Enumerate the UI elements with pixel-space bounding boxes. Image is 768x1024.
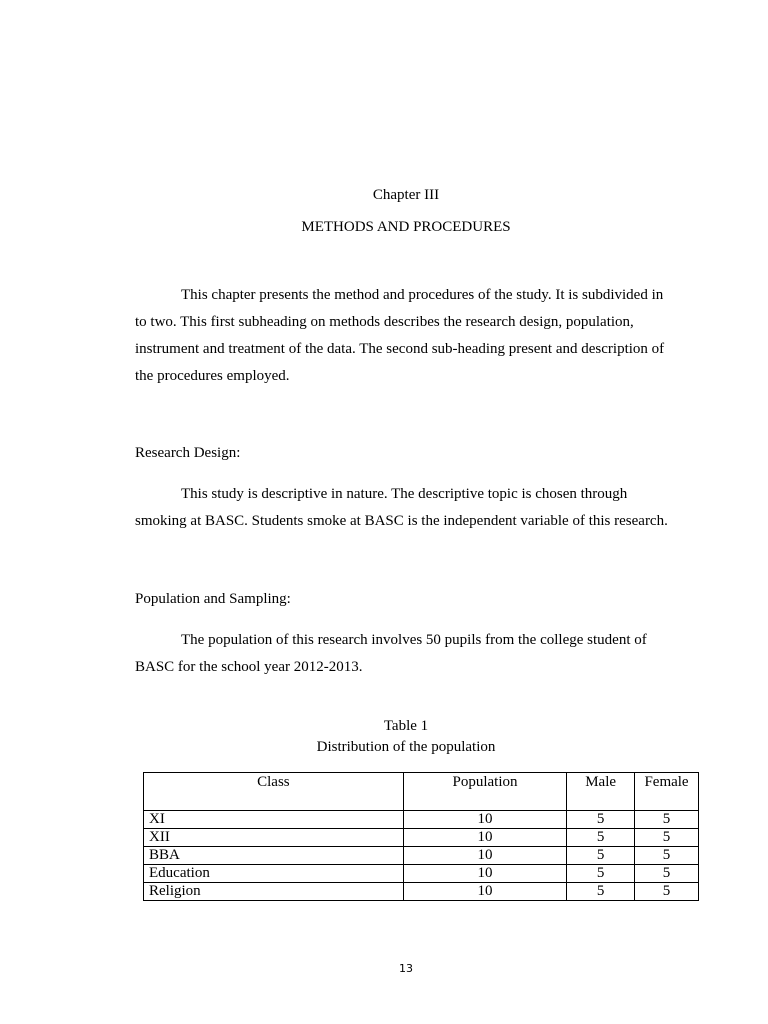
cell-male: 5: [567, 829, 635, 847]
table-label: Table 1: [383, 718, 429, 734]
cell-male: 5: [567, 847, 635, 865]
cell-class: XII: [144, 829, 404, 847]
table-row: [144, 829, 699, 847]
header-female: Female: [635, 773, 699, 811]
cell-female: 5: [635, 829, 699, 847]
cell-male: 5: [567, 865, 635, 883]
cell-population: 10: [403, 811, 566, 829]
intro-line: to two. This first subheading on methods describes the research design, population,: [135, 314, 634, 330]
research-design-paragraph: [135, 481, 680, 535]
cell-class: Religion: [144, 883, 404, 901]
cell-male: 5: [567, 811, 635, 829]
header-class: Class: [144, 773, 404, 811]
cell-female: 5: [635, 811, 699, 829]
table-row: [144, 811, 699, 829]
table-header-row: [144, 773, 699, 811]
population-sampling-line: BASC for the school year 2012-2013.: [135, 659, 363, 675]
table-row: [144, 847, 699, 865]
cell-female: 5: [635, 847, 699, 865]
table-caption: Distribution of the population: [316, 739, 496, 755]
population-sampling-paragraph: [135, 627, 680, 681]
cell-population: 10: [403, 865, 566, 883]
page-number: 13: [399, 962, 413, 975]
table-row: [144, 883, 699, 901]
population-table: [143, 772, 699, 901]
cell-female: 5: [635, 883, 699, 901]
intro-line: This chapter presents the method and procedures of the study. It is subdivided in: [181, 287, 664, 303]
table-row: [144, 865, 699, 883]
cell-class: BBA: [144, 847, 404, 865]
header-male: Male: [567, 773, 635, 811]
header-population: Population: [403, 773, 566, 811]
cell-population: 10: [403, 829, 566, 847]
cell-female: 5: [635, 865, 699, 883]
cell-population: 10: [403, 847, 566, 865]
population-sampling-heading: Population and Sampling:: [135, 591, 291, 607]
research-design-line: smoking at BASC. Students smoke at BASC is the independent variable of this research.: [135, 513, 668, 529]
research-design-heading: Research Design:: [135, 445, 241, 461]
intro-line: the procedures employed.: [135, 368, 290, 384]
cell-male: 5: [567, 883, 635, 901]
cell-class: XI: [144, 811, 404, 829]
cell-class: Education: [144, 865, 404, 883]
intro-line: instrument and treatment of the data. The second sub-heading present and description of: [135, 341, 665, 357]
chapter-number: Chapter III: [372, 187, 440, 203]
cell-population: 10: [403, 883, 566, 901]
population-sampling-line: The population of this research involves 50 pupils from the college student of: [181, 632, 647, 648]
chapter-title: METHODS AND PROCEDURES: [301, 219, 511, 235]
research-design-line: This study is descriptive in nature. The descriptive topic is chosen through: [181, 486, 628, 502]
intro-paragraph: [135, 282, 680, 390]
